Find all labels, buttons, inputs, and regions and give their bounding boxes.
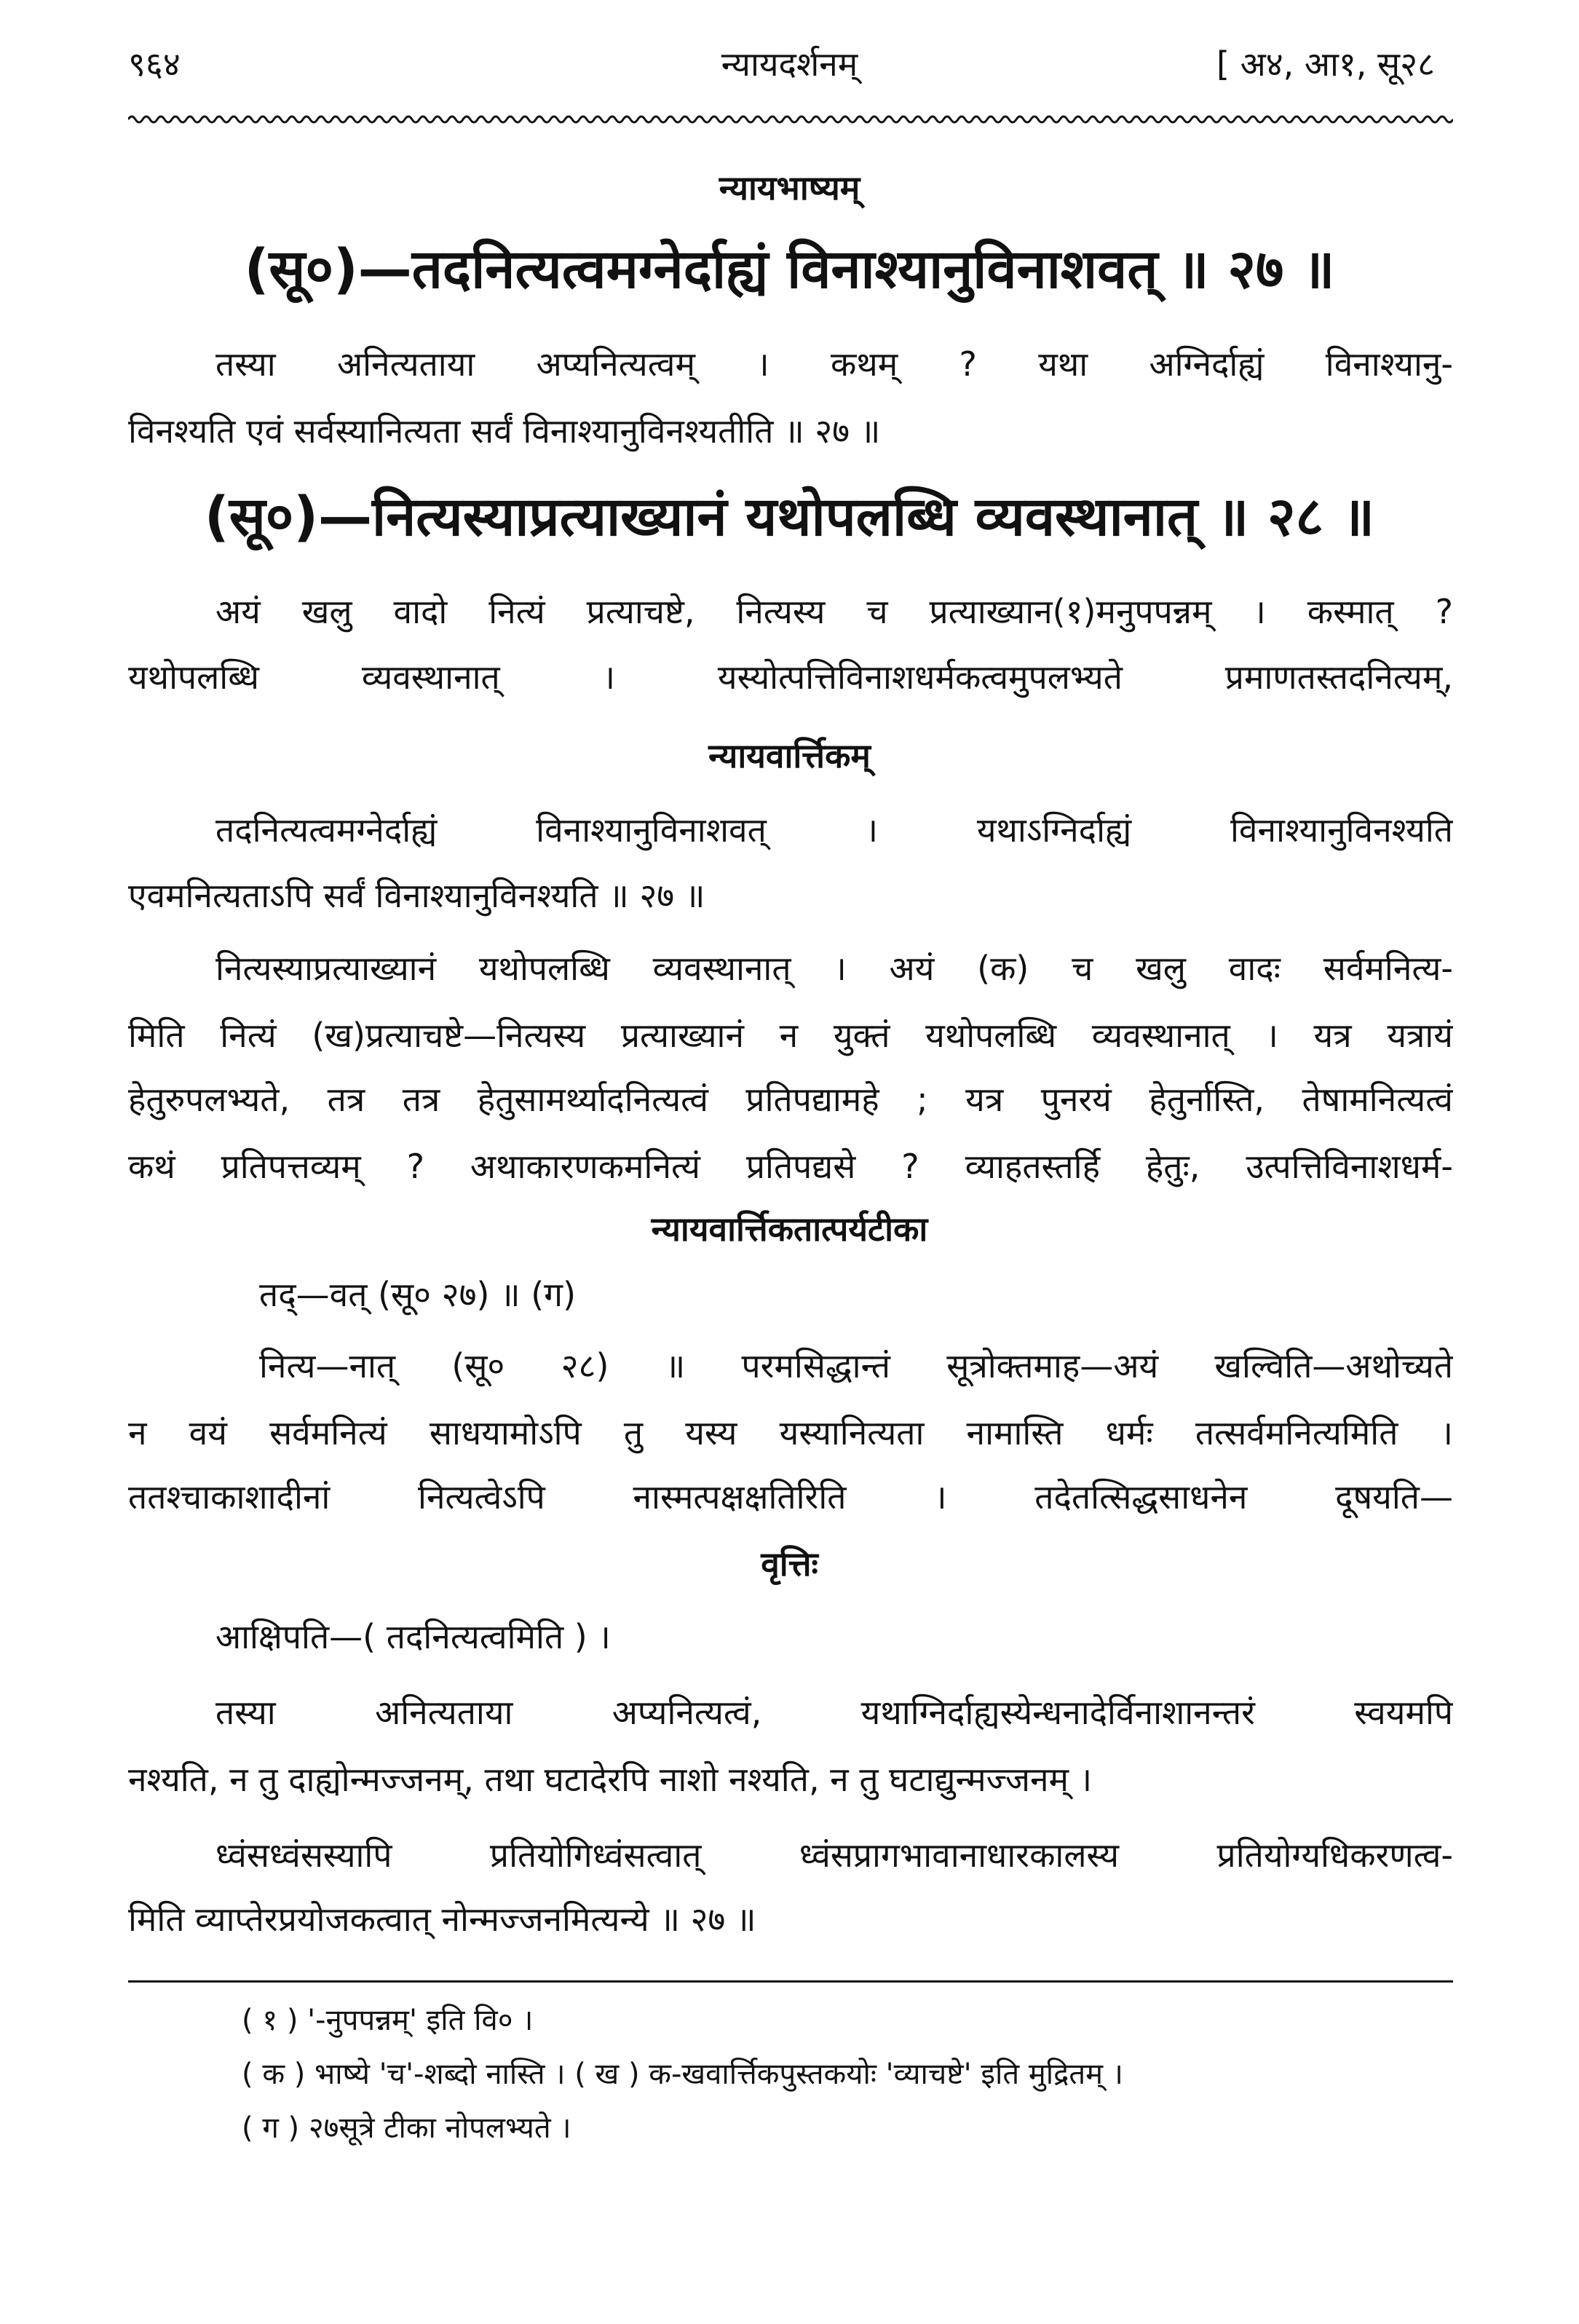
footnote-ga: ( ग ) २७सूत्रे टीका नोपलभ्यते । <box>242 2111 571 2145</box>
bhashya-28-line: अयं खलु वादो नित्यं प्रत्याचष्टे, नित्यस्य च प्रत्याख्यान(१)मनुपपन्नम् । कस्मात् ? <box>215 592 1453 631</box>
vritti-line: नश्यति, न तु दाह्योन्मज्जनम्, तथा घटादेरपि नाशो नश्यति, न तु घटाद्युन्मज्जनम् । <box>128 1760 1093 1799</box>
vritti-line: तस्या अनित्यताया अप्यनित्यत्वं, यथाग्निर्दाह्यस्येन्धनादेर्विनाशानन्तरं स्वयमपि <box>215 1693 1453 1732</box>
footnote-1: ( १ ) '-नुपपन्नम्' इति वि० । <box>242 2004 534 2037</box>
bhashya-28-line: यथोपलब्धि व्यवस्थानात् । यस्योत्पत्तिविनाशधर्मकत्वमुपलभ्यते प्रमाणतस्तदनित्यम्, <box>128 657 1453 697</box>
footnote-ka-kha: ( क ) भाष्ये 'च'-शब्दो नास्ति । ( ख ) क-खवार्त्तिकपुस्तकयोः 'व्याचष्टे' इति मुद्रितम् । <box>242 2058 1123 2091</box>
sutra-27-heading: (सू०)—तदनित्यत्वमग्नेर्दाह्यं विनाश्यानुविनाशवत् ॥ २७ ॥ <box>244 238 1335 301</box>
header-wavy-rule <box>128 111 1453 128</box>
vartika-line: मिति नित्यं (ख)प्रत्याचष्टे—नित्यस्य प्रत्याख्यानं न युक्तं यथोपलब्धि व्यवस्थानात् । यत्र यत्रायं <box>128 1016 1453 1055</box>
bhashya-27-line: तस्या अनित्यताया अप्यनित्यत्वम् । कथम् ? यथा अग्निर्दाह्यं विनाश्यानु- <box>215 344 1453 384</box>
footnote-divider <box>128 1980 1453 1983</box>
tika-line: नित्य—नात् (सू० २८) ॥ परमसिद्धान्तं सूत्रोक्तमाह—अयं खल्विति—अथोच्यते <box>259 1346 1453 1386</box>
tika-line: ततश्चाकाशादीनां नित्यत्वेऽपि नास्मत्पक्षक्षतिरिति । तदेतत्सिद्धसाधनेन दूषयति— <box>128 1477 1453 1517</box>
bhashya-27-line: विनश्यति एवं सर्वस्यानित्यता सर्वं विनाश्यानुविनश्यतीति ॥ २७ ॥ <box>128 411 881 451</box>
vartika-line: हेतुरुपलभ्यते, तत्र तत्र हेतुसामर्थ्यादनित्यत्वं प्रतिपद्यामहे ; यत्र पुनरयं हेतुर्नास्ति, तेषामनित्यत्वं <box>128 1080 1453 1119</box>
vartika-line: कथं प्रतिपत्तव्यम् ? अथाकारणकमनित्यं प्रतिपद्यसे ? व्याहतस्तर्हि हेतुः, उत्पत्तिविनाशधर्म- <box>128 1147 1453 1186</box>
vartika-heading: न्यायवार्त्तिकम् <box>708 736 871 775</box>
tika-line: तद्—वत् (सू० २७) ॥ (ग) <box>259 1275 577 1314</box>
vritti-line: ध्वंसध्वंसस्यापि प्रतियोगिध्वंसत्वात् ध्वंसप्रागभावानाधारकालस्य प्रतियोग्यधिकरणत्व- <box>215 1835 1453 1875</box>
tika-heading: न्यायवार्त्तिकतात्पर्यटीका <box>651 1209 928 1249</box>
vritti-line: आक्षिपति—( तदनित्यत्वमिति ) । <box>215 1617 611 1656</box>
vartika-line: तदनित्यत्वमग्नेर्दाह्यं विनाश्यानुविनाशवत् । यथाऽग्निर्दाह्यं विनाश्यानुविनश्यति <box>215 810 1453 850</box>
vartika-line: नित्यस्याप्रत्याख्यानं यथोपलब्धि व्यवस्थानात् । अयं (क) च खलु वादः सर्वमनित्य- <box>215 949 1453 988</box>
page-number: ९६४ <box>128 44 181 84</box>
vartika-line: एवमनित्यताऽपि सर्वं विनाश्यानुविनश्यति ॥ २७ ॥ <box>128 876 705 915</box>
sutra-28-heading: (सू०)—नित्यस्याप्रत्याख्यानं यथोपलब्धि व्यवस्थानात् ॥ २८ ॥ <box>204 486 1375 548</box>
bhashya-heading: न्यायभाष्यम् <box>719 168 860 208</box>
running-title: न्यायदर्शनम् <box>721 44 858 84</box>
chapter-reference: [ अ४, आ१, सू२८ <box>1216 44 1435 84</box>
tika-line: न वयं सर्वमनित्यं साधयामोऽपि तु यस्य यस्यानित्यता नामास्ति धर्मः तत्सर्वमनित्यमिति । <box>128 1413 1453 1452</box>
vritti-heading: वृत्तिः <box>761 1544 818 1584</box>
vritti-line: मिति व्याप्तेरप्रयोजकत्वात् नोन्मज्जनमित्यन्ये ॥ २७ ॥ <box>128 1900 756 1939</box>
